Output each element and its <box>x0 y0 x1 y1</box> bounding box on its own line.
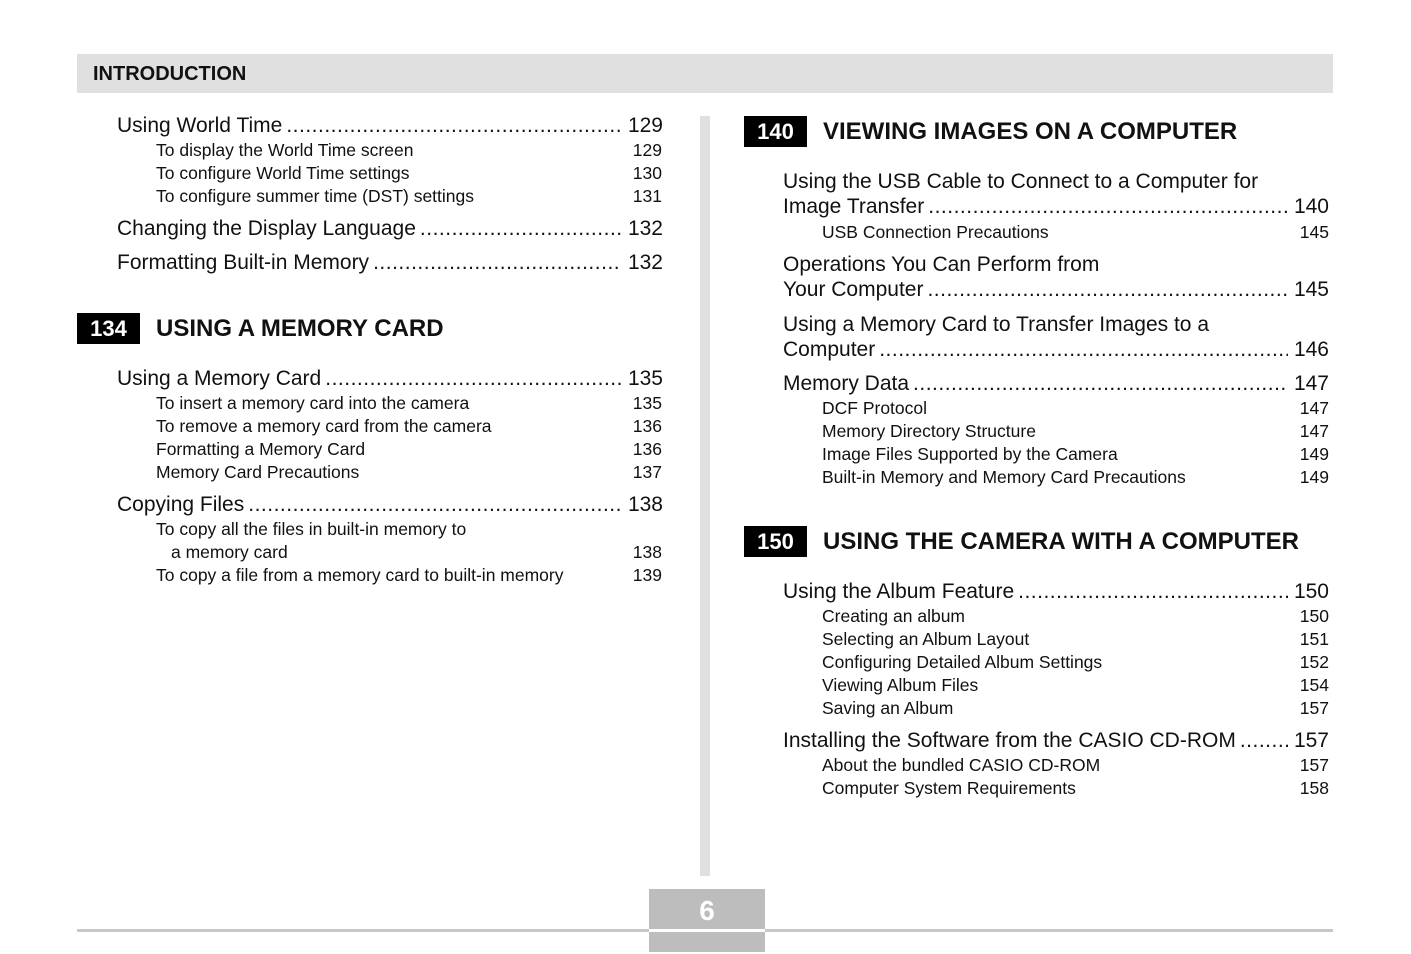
toc-sub-format-card[interactable] <box>156 438 662 461</box>
dot-leader <box>420 216 622 241</box>
toc-entry-title: Memory Data <box>783 372 910 395</box>
toc-sub-title: Memory Card Precautions <box>156 462 360 482</box>
toc-entry-display-language[interactable] <box>117 216 663 241</box>
toc-entry-using-memory-card[interactable] <box>117 366 663 391</box>
header-bar <box>77 54 1333 93</box>
toc-entry-title: Using World Time <box>117 114 283 137</box>
toc-entry-page: 145 <box>1293 278 1329 301</box>
toc-sub-configure-dst[interactable] <box>156 185 662 208</box>
toc-sub-page: 157 <box>1299 698 1329 718</box>
toc-sub-configure-world-time[interactable] <box>156 162 662 185</box>
toc-sub-title: To configure summer time (DST) settings <box>156 186 475 206</box>
toc-sub-album-settings[interactable] <box>822 651 1329 674</box>
dot-leader <box>913 371 1288 396</box>
toc-sub-page: 136 <box>632 416 662 436</box>
toc-sub-title: Selecting an Album Layout <box>822 629 1030 649</box>
toc-sub-page: 150 <box>1299 606 1329 626</box>
toc-sub-title: To configure World Time settings <box>156 163 410 183</box>
toc-entry-title-line1: Using a Memory Card to Transfer Images to a <box>783 313 1209 336</box>
toc-entry-title: Using a Memory Card <box>117 367 322 390</box>
toc-sub-title: USB Connection Precautions <box>822 222 1049 242</box>
toc-sub-page: 138 <box>632 542 662 562</box>
toc-entry-page: 140 <box>1293 195 1329 218</box>
toc-entry-copying-files[interactable] <box>117 492 663 517</box>
toc-sub-page: 136 <box>632 439 662 459</box>
toc-sub-card-precautions[interactable] <box>156 461 662 484</box>
toc-sub-memory-precautions[interactable] <box>822 466 1329 489</box>
toc-entry-album-feature[interactable] <box>783 579 1329 604</box>
dot-leader <box>373 250 622 275</box>
toc-entry-transfer-images[interactable] <box>783 312 1329 362</box>
dot-leader <box>1240 728 1288 753</box>
toc-sub-page: 149 <box>1299 467 1329 487</box>
toc-sub-image-files[interactable] <box>822 443 1329 466</box>
toc-sub-title: Creating an album <box>822 606 965 626</box>
toc-sub-page: 129 <box>632 140 662 160</box>
toc-entry-page: 146 <box>1293 338 1329 361</box>
toc-entry-title: Copying Files <box>117 493 245 516</box>
toc-sub-copy-all-files[interactable] <box>156 518 662 564</box>
toc-sub-page: 139 <box>632 565 662 585</box>
toc-entry-page: 129 <box>627 114 663 137</box>
header-title: INTRODUCTION <box>93 63 247 85</box>
toc-entry-page: 147 <box>1293 372 1329 395</box>
toc-sub-system-requirements[interactable] <box>822 777 1329 800</box>
toc-sub-title: To display the World Time screen <box>156 140 414 160</box>
toc-entry-title-line1: Operations You Can Perform from <box>783 253 1100 276</box>
section-number: 134 <box>77 313 140 344</box>
toc-sub-title: Saving an Album <box>822 698 954 718</box>
toc-sub-title: Viewing Album Files <box>822 675 979 695</box>
toc-sub-copy-file[interactable] <box>156 564 662 587</box>
toc-entry-title: Formatting Built-in Memory <box>117 251 370 274</box>
toc-entry-title-line2: Computer <box>783 338 876 361</box>
dot-leader <box>325 366 622 391</box>
section-heading-viewing-images[interactable] <box>744 116 1344 148</box>
section-heading-camera-computer[interactable] <box>744 526 1344 558</box>
toc-sub-page: 151 <box>1299 629 1329 649</box>
section-heading-memory-card[interactable] <box>77 313 677 345</box>
section-number: 150 <box>744 526 807 557</box>
dot-leader <box>879 337 1288 362</box>
page-number-box <box>649 889 765 952</box>
toc-sub-title: Formatting a Memory Card <box>156 439 366 459</box>
toc-sub-page: 147 <box>1299 421 1329 441</box>
toc-sub-album-layout[interactable] <box>822 628 1329 651</box>
page-number: 6 <box>699 895 715 926</box>
toc-sub-page: 158 <box>1299 778 1329 798</box>
toc-entry-title: Using the Album Feature <box>783 580 1015 603</box>
toc-sub-title: Memory Directory Structure <box>822 421 1036 441</box>
toc-sub-page: 152 <box>1299 652 1329 672</box>
toc-sub-title: Configuring Detailed Album Settings <box>822 652 1103 672</box>
toc-sub-title: About the bundled CASIO CD-ROM <box>822 755 1101 775</box>
toc-entry-title-line2: Image Transfer <box>783 195 925 218</box>
toc-entry-page: 150 <box>1293 580 1329 603</box>
toc-sub-dcf-protocol[interactable] <box>822 397 1329 420</box>
toc-sub-page: 157 <box>1299 755 1329 775</box>
toc-sub-page: 145 <box>1299 222 1329 242</box>
toc-entry-page: 132 <box>627 217 663 240</box>
toc-sub-title: Image Files Supported by the Camera <box>822 444 1118 464</box>
toc-sub-title-line2: a memory card <box>171 542 288 562</box>
dot-leader <box>286 113 622 138</box>
toc-entry-title: Changing the Display Language <box>117 217 416 240</box>
toc-sub-page: 154 <box>1299 675 1329 695</box>
toc-sub-title: Built-in Memory and Memory Card Precautions <box>822 467 1186 487</box>
toc-sub-insert-card[interactable] <box>156 392 662 415</box>
toc-sub-bundled-cdrom[interactable] <box>822 754 1329 777</box>
toc-sub-page: 131 <box>632 186 662 206</box>
section-title: USING A MEMORY CARD <box>156 315 444 342</box>
toc-sub-viewing-album[interactable] <box>822 674 1329 697</box>
toc-sub-remove-card[interactable] <box>156 415 662 438</box>
dot-leader <box>927 277 1287 302</box>
toc-sub-title: DCF Protocol <box>822 398 928 418</box>
toc-sub-title: To remove a memory card from the camera <box>156 416 492 436</box>
section-number: 140 <box>744 116 807 147</box>
toc-sub-title: To insert a memory card into the camera <box>156 393 470 413</box>
toc-entry-using-world-time[interactable] <box>117 113 663 138</box>
toc-sub-title: To copy a file from a memory card to built-in memory <box>156 565 564 585</box>
toc-sub-page: 135 <box>632 393 662 413</box>
toc-entry-page: 138 <box>627 493 663 516</box>
toc-entry-title: Installing the Software from the CASIO CD-ROM <box>783 729 1236 752</box>
toc-sub-page: 130 <box>632 163 662 183</box>
toc-entry-installing-software[interactable] <box>783 728 1329 753</box>
page-box-divider <box>649 929 765 932</box>
toc-sub-saving-album[interactable] <box>822 697 1329 720</box>
toc-sub-creating-album[interactable] <box>822 605 1329 628</box>
toc-entry-page: 135 <box>627 367 663 390</box>
toc-sub-title: Computer System Requirements <box>822 778 1076 798</box>
toc-entry-page: 132 <box>627 251 663 274</box>
dot-leader <box>248 492 622 517</box>
section-title: USING THE CAMERA WITH A COMPUTER <box>823 528 1299 555</box>
toc-sub-directory-structure[interactable] <box>822 420 1329 443</box>
toc-entry-title-line1: Using the USB Cable to Connect to a Computer for <box>783 170 1259 193</box>
column-divider <box>700 116 710 876</box>
toc-entry-memory-data[interactable] <box>783 371 1329 396</box>
toc-sub-page: 147 <box>1299 398 1329 418</box>
toc-sub-display-world-time[interactable] <box>156 139 662 162</box>
toc-entry-formatting-memory[interactable] <box>117 250 663 275</box>
dot-leader <box>928 194 1288 219</box>
section-title: VIEWING IMAGES ON A COMPUTER <box>823 118 1238 145</box>
toc-entry-usb-cable[interactable] <box>783 169 1329 219</box>
toc-sub-page: 149 <box>1299 444 1329 464</box>
toc-sub-usb-precautions[interactable] <box>822 221 1329 244</box>
toc-sub-title-line1: To copy all the files in built-in memory to <box>156 519 467 539</box>
toc-entry-operations[interactable] <box>783 252 1329 302</box>
dot-leader <box>1018 579 1288 604</box>
toc-entry-title-line2: Your Computer <box>783 278 924 301</box>
toc-entry-page: 157 <box>1293 729 1329 752</box>
toc-sub-page: 137 <box>632 462 662 482</box>
